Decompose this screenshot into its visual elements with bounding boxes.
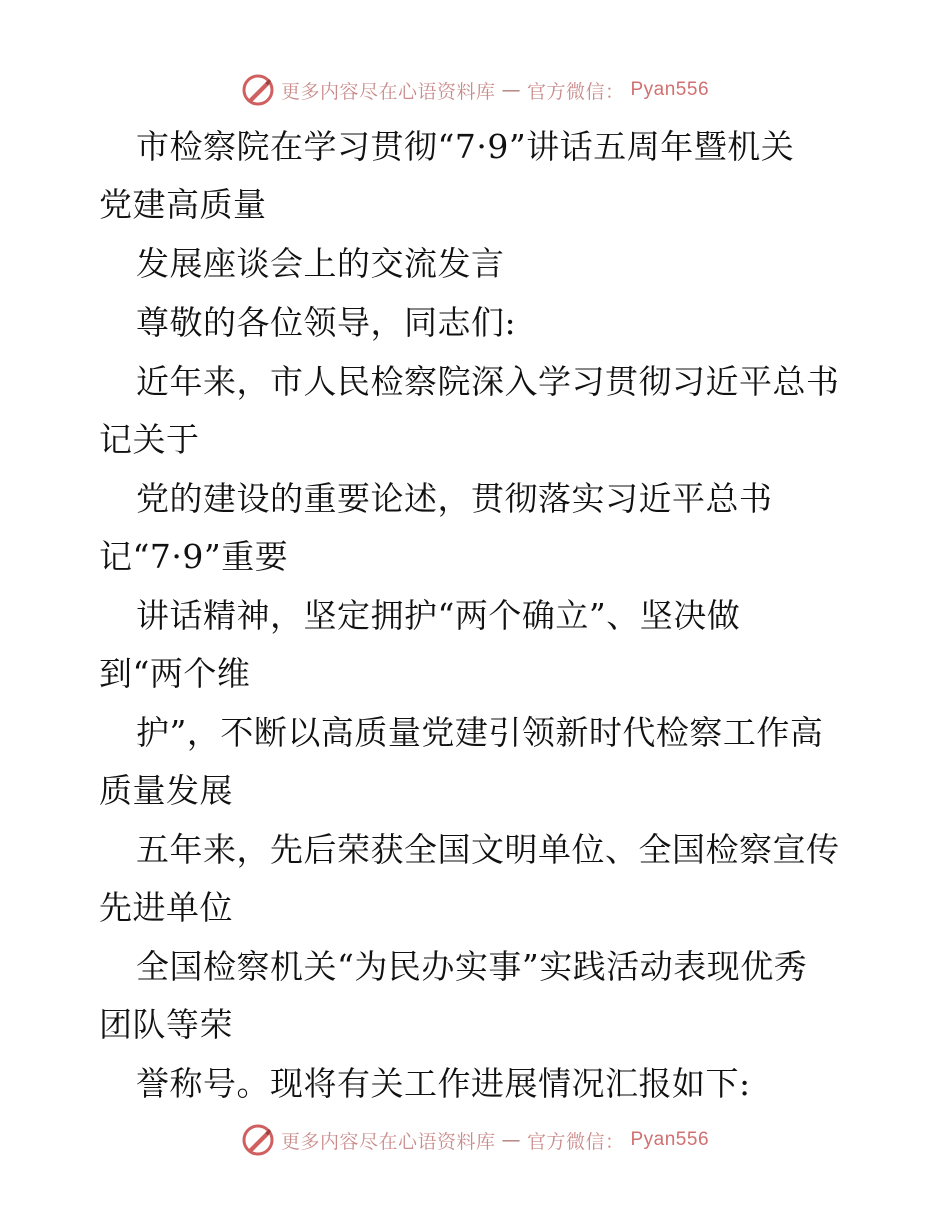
watermark-separator: —: [501, 1129, 521, 1151]
watermark-label: 官方微信：: [526, 80, 625, 103]
text-line: 全国检察机关“为民办实事”实践活动表现优秀: [136, 947, 808, 986]
text-line: 尊敬的各位领导，同志们:: [136, 303, 517, 342]
text-line: 发展座谈会上的交流发言: [136, 244, 505, 283]
text-line: 市检察院在学习贯彻“7·9”讲话五周年暨机关: [136, 127, 795, 166]
text-line: 近年来，市人民检察院深入学习贯彻习近平总书: [136, 362, 840, 401]
watermark-text: 更多内容尽在心语资料库: [280, 80, 496, 103]
watermark-id: Pyan556: [630, 1129, 710, 1150]
pen-logo-icon: [241, 73, 275, 107]
watermark-label: 官方微信：: [526, 1130, 625, 1153]
watermark-footer: [0, 1118, 950, 1162]
text-line: 团队等荣: [99, 1005, 233, 1044]
text-line: 五年来，先后荣获全国文明单位、全国检察宣传: [136, 830, 840, 869]
text-line: 记关于: [99, 420, 200, 459]
text-line: 讲话精神，坚定拥护“两个确立”、坚决做: [136, 596, 741, 635]
text-line: 誉称号。现将有关工作进展情况汇报如下:: [136, 1064, 751, 1103]
text-line: 质量发展: [99, 771, 233, 810]
text-line: 党的建设的重要论述，贯彻落实习近平总书: [136, 479, 773, 518]
watermark-separator: —: [501, 79, 521, 101]
text-line: 党建高质量: [99, 185, 267, 224]
watermark-text: 更多内容尽在心语资料库: [280, 1130, 496, 1153]
text-line: 到“两个维: [99, 654, 251, 693]
text-line: 记“7·9”重要: [99, 537, 289, 576]
text-line: 护”，不断以高质量党建引领新时代检察工作高: [136, 713, 824, 752]
text-line: 先进单位: [99, 888, 233, 927]
watermark-header: [0, 68, 950, 112]
pen-logo-icon: [241, 1123, 275, 1157]
watermark-id: Pyan556: [630, 79, 710, 100]
